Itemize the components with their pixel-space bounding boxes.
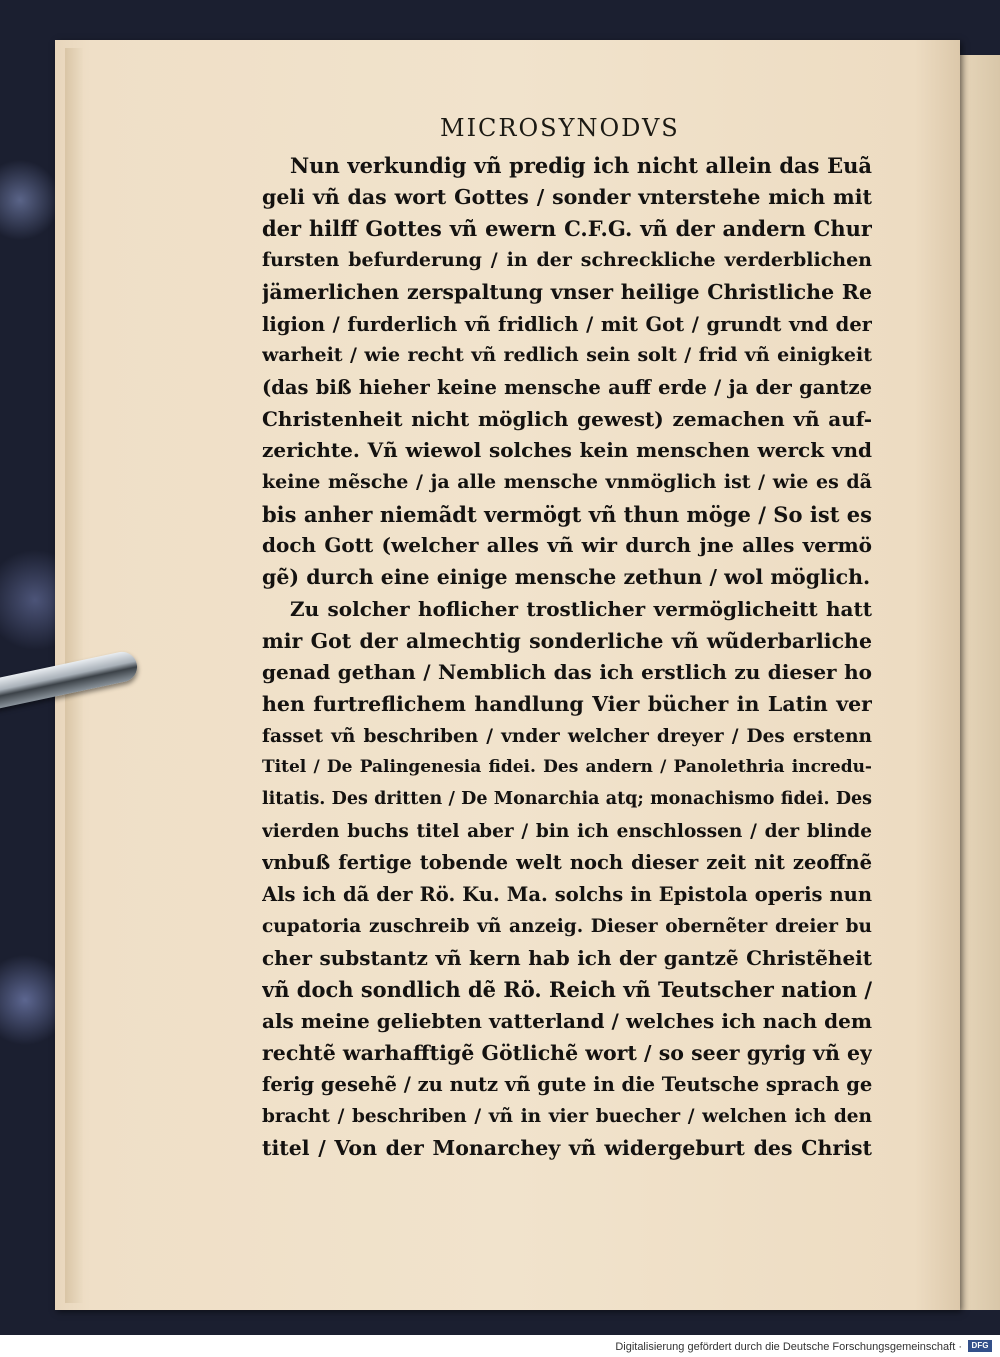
text-line: Als ich dã der Rö. Ku. Ma. solchs in Epistola operis nun <box>262 883 872 907</box>
text-line: vierden buchs titel aber / bin ich enschlossen / der blinde <box>262 820 872 842</box>
text-line: gẽ) durch eine einige mensche zethun / wol möglich. <box>262 565 871 590</box>
text-line: Nun verkundig vñ predig ich nicht allein das Euã <box>290 153 872 178</box>
text-line: rechtẽ warhafftigẽ Götlichẽ wort / so seer gyrig vñ ey <box>262 1040 872 1065</box>
text-line: fasset vñ beschriben / vnder welcher dreyer / Des erstenn <box>262 725 872 747</box>
text-line: der hilff Gottes vñ ewern C.F.G. vñ der andern Chur <box>262 216 872 242</box>
dfg-logo-icon: DFG <box>968 1340 992 1352</box>
text-line: doch Gott (welcher alles vñ wir durch jne alles vermö <box>262 533 872 558</box>
text-line: vnbuß fertige tobende welt noch dieser zeit nit zeoffnẽ <box>262 851 872 875</box>
footer-credit: Digitalisierung gefördert durch die Deutsche Forschungsgemeinschaft · <box>615 1341 962 1353</box>
text-line: titel / Von der Monarchey vñ widergeburt des Christ <box>262 1135 872 1160</box>
text-line: cher substantz vñ kern hab ich der gantzẽ Christẽheit <box>262 945 872 970</box>
next-page-edge <box>955 55 1000 1310</box>
text-line: vñ doch sondlich dẽ Rö. Reich vñ Teutscher nation / <box>262 977 872 1003</box>
running-head: MICROSYNODVS <box>440 114 680 142</box>
text-line: fursten befurderung / in der schreckliche verderblichen <box>262 249 872 272</box>
text-line: warheit / wie recht vñ redlich sein solt / frid vñ einigkeit <box>262 344 872 367</box>
text-line: jämerlichen zerspaltung vnser heilige Christliche Re <box>262 279 872 304</box>
text-line: bis anher niemãdt vermögt vñ thun möge / So ist es <box>262 501 872 527</box>
text-line: Titel / De Palingenesia fidei. Des andern / Panolethria incredu- <box>262 757 872 778</box>
text-line: keine mẽsche / ja alle mensche vnmöglich ist / wie es dã <box>262 471 872 494</box>
text-line: als meine geliebten vatterland / welches ich nach dem <box>262 1008 872 1033</box>
text-line: cupatoria zuschreib vñ anzeig. Dieser obernẽter dreier bu <box>262 915 872 937</box>
text-line: genad gethan / Nemblich das ich erstlich zu dieser ho <box>262 660 872 685</box>
text-line: ferig gesehẽ / zu nutz vñ gute in die Teutsche sprach ge <box>262 1073 872 1097</box>
text-block <box>262 150 872 1165</box>
text-line: Christenheit nicht möglich gewest) zemachen vñ auf- <box>262 406 872 431</box>
text-line: bracht / beschriben / vñ in vier buecher / welchen ich den <box>262 1106 872 1128</box>
text-line: Zu solcher hoflicher trostlicher vermöglicheitt hatt <box>290 596 872 621</box>
text-line: geli vñ das wort Gottes / sonder vnterstehe mich mit <box>262 184 872 209</box>
text-line: (das biß hieher keine mensche auff erde / ja der gantze <box>262 375 872 399</box>
footer <box>0 1335 1000 1357</box>
text-line: mir Got der almechtig sonderliche vñ wũderbarliche <box>262 628 872 653</box>
text-line: ligion / furderlich vñ fridlich / mit Got / grundt vnd der <box>262 312 872 336</box>
text-line: hen furtreflichem handlung Vier bücher in Latin ver <box>262 691 872 716</box>
text-line: litatis. Des dritten / De Monarchia atq; monachismo fidei. Des <box>262 789 872 810</box>
text-line: zerichte. Vñ wiewol solches kein menschen werck vnd <box>262 438 872 463</box>
